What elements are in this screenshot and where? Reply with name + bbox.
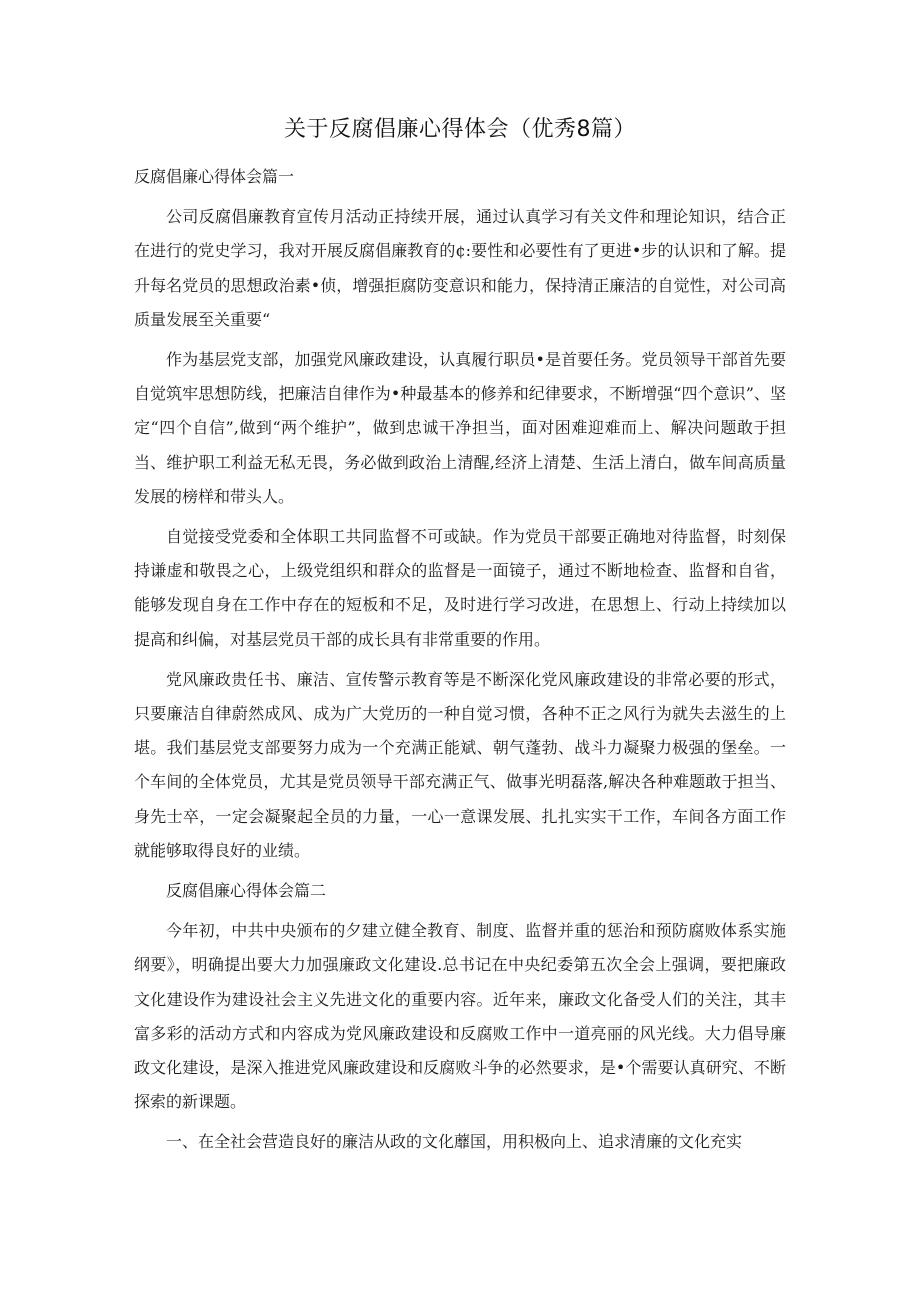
paragraph: 自觉接受党委和全体职工共同监督不可或缺。作为党员干部要正确地对待监督，时刻保持谦虚和敬畏之心，上级党组织和群众的监督是一面镜子，通过不断地检查、监督和自省，能够发现自身在工作中存在的短板和不足，及时进行学习改进，在思想上、行动上持续加以提高和纠偏，对基层党员干部的成长具有非常重要的作用。 xyxy=(134,527,786,649)
paragraph: 今年初，中共中央颁布的夕建立健全教育、制度、监督并重的惩治和预防腐败体系实施纲要》，明确提出要大力加强廉政文化建设.总书记在中央纪委第五次全会上强调，要把廉政文化建设作为建设社会主义先进文化的重要内容。近年来，廉政文化备受人们的关注，其丰富多彩的活动方式和内容成为党风廉政建设和反腐败工作中一道亮丽的风光线。大力倡导廉政文化建设，是深入推进党风廉政建设和反腐败斗争的必然要求，是•个需要认真研究、不断探索的新课题。 xyxy=(134,921,786,1112)
section-heading-2: 反腐倡廉心得体会篇二 xyxy=(166,881,327,901)
paragraph: 作为基层党支部，加强党风廉政建设，认真履行职员•是首要任务。党员领导干部首先要自觉筑牢思想防线，把廉洁自律作为•种最基本的修养和纪律要求，不断增强“四个意识”、坚定“四个自信”,做到“两个维护”，做到忠诚干净担当，面对困难迎难而上、解决问题敢于担当、维护职工利益无私无畏，务必做到政治上清醒,经济上清楚、生活上清白，做车间高质量发展的榜样和带头人。 xyxy=(134,350,786,506)
paragraph: 党风廉政贵任书、廉洁、宣传警示教育等是不断深化党风廉政建设的非常必要的形式，只要廉洁自律蔚然成风、成为广大党历的一种自觉习惯，各种不正之风行为就失去滋生的上堪。我们基层党支部要努力成为一个充满正能斌、朝气蓬勃、战斗力凝聚力极强的堡垒。一个车间的全体党员，尤其是党员领导干部充满正气、做事光明磊落,解决各种难题敢于担当、身先士卒，一定会凝聚起全员的力量，一心一意课发展、扎扎实实干工作，车间各方面工作就能够取得良好的业绩。 xyxy=(134,669,786,860)
paragraph: 一、在全社会营造良好的廉洁从政的文化蘼国，用积极向上、追求清廉的文化充实 xyxy=(166,1132,743,1152)
document-body xyxy=(134,160,786,1166)
paragraph: 公司反腐倡廉教育宣传月活动正持续开展，通过认真学习有关文件和理论知识，结合正在进行的党史学习，我对开展反腐倡廉教育的¢:要性和必要性有了更进•步的认识和了解。提升每名党员的思想政治素•侦，增强拒腐防变意识和能力，保持清正廉洁的自觉性，对公司高质量发展至关重要“ xyxy=(134,207,786,329)
section-heading-1: 反腐倡廉心得体会篇一 xyxy=(134,167,295,186)
document-title: 关于反腐倡廉心得体会（优秀8篇） xyxy=(284,117,636,142)
